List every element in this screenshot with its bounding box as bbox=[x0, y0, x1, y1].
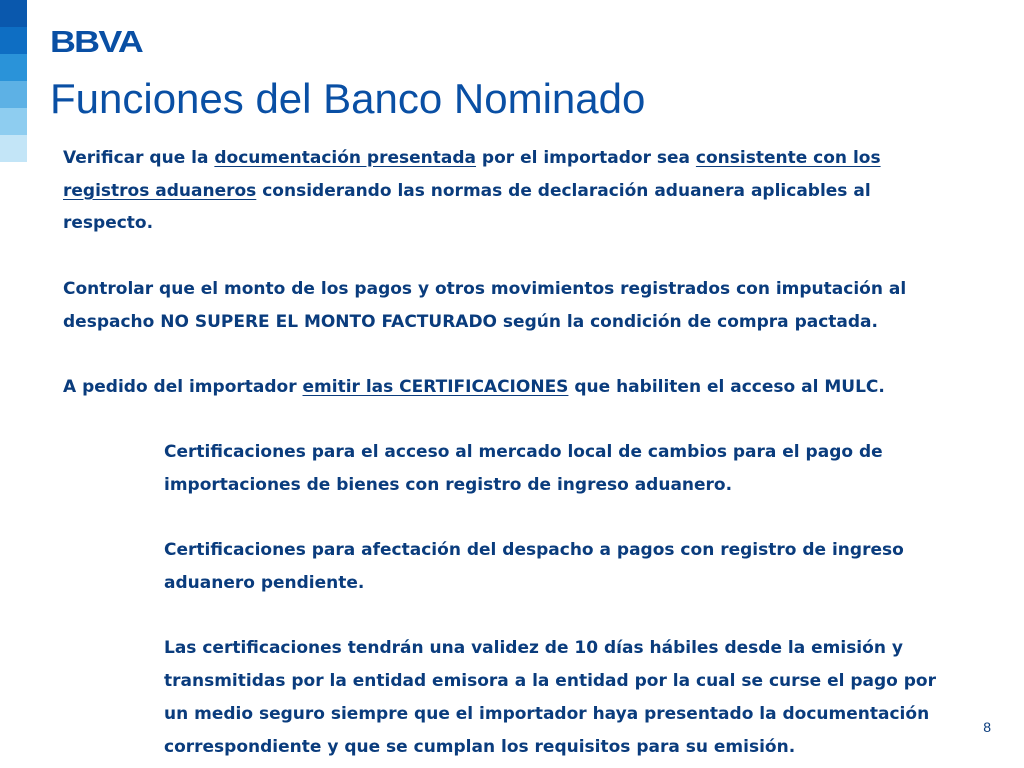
paragraph bbox=[63, 273, 963, 338]
text-segment: por el importador sea bbox=[476, 148, 696, 168]
text-segment: que habiliten el acceso al MULC. bbox=[568, 376, 885, 397]
underlined-text: documentación presentada bbox=[214, 148, 477, 168]
text-segment: considerando las normas de declaración aduanera aplicables al respecto. bbox=[63, 180, 871, 234]
brand-stripe bbox=[0, 54, 27, 81]
text-segment: Certificaciones para el acceso al mercado local de cambios para el pago de importaciones de bienes con registro de ingreso aduanero. bbox=[164, 442, 883, 495]
slide-title: Funciones del Banco Nominado bbox=[50, 75, 646, 122]
brand-stripe bbox=[0, 0, 27, 27]
text-segment: A pedido del importador bbox=[63, 376, 303, 397]
paragraph bbox=[63, 142, 963, 240]
brand-stripe bbox=[0, 108, 27, 135]
bbva-logo bbox=[50, 25, 146, 57]
bbva-logo-text: BBVA bbox=[50, 25, 144, 57]
brand-stripe bbox=[0, 135, 27, 162]
indented-paragraph bbox=[164, 534, 963, 599]
paragraph bbox=[63, 371, 963, 404]
indented-paragraph bbox=[164, 436, 963, 501]
page-number: 8 bbox=[983, 719, 991, 735]
indented-paragraph bbox=[164, 632, 963, 763]
brand-stripe bbox=[0, 27, 27, 54]
brand-stripe bbox=[0, 81, 27, 108]
brand-stripes bbox=[0, 0, 27, 162]
text-segment: Las certificaciones tendrán una validez de 10 días hábiles desde la emisión y transmitidas por la entidad emisora a la entidad por la cual se curse el pago por un medio seguro siempre que el importador haya presentado la documentación correspondiente y que se cumplan los requisitos para su emisión. bbox=[164, 638, 936, 757]
text-segment: Verificar que la bbox=[63, 148, 215, 168]
underlined-text: consistente con los registros aduaneros bbox=[63, 148, 881, 201]
text-segment: Controlar que el monto de los pagos y otros movimientos registrados con imputación al despacho NO SUPERE EL MONTO FACTURADO según la condición de compra pactada. bbox=[63, 278, 907, 332]
text-segment: Certificaciones para afectación del despacho a pagos con registro de ingreso aduanero pendiente. bbox=[164, 540, 904, 594]
slide-body bbox=[63, 142, 963, 763]
underlined-text: emitir las CERTIFICACIONES bbox=[302, 376, 569, 397]
